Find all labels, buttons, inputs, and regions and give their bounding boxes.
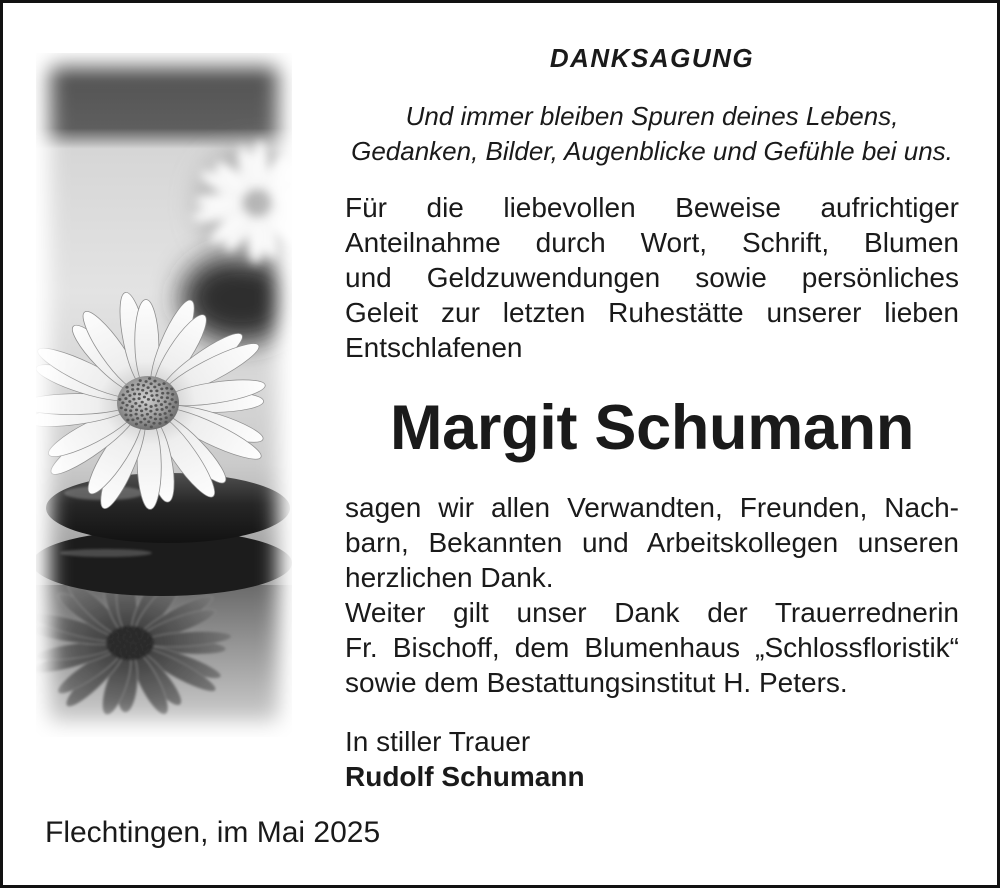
disk-floret — [131, 388, 134, 391]
disk-floret — [145, 408, 148, 411]
signatory-name: Rudolf Schumann — [345, 761, 585, 792]
disk-floret — [122, 394, 125, 397]
disk-floret — [138, 397, 141, 400]
disk-floret — [143, 418, 146, 421]
disk-floret — [140, 640, 143, 642]
disk-floret — [152, 422, 155, 425]
disk-floret — [154, 413, 157, 416]
disk-floret — [162, 382, 165, 385]
disk-floret — [125, 386, 128, 389]
disk-floret — [132, 649, 135, 651]
disk-floret — [159, 413, 162, 416]
disk-floret — [166, 392, 169, 395]
disk-floret — [137, 383, 140, 386]
notice-heading: DANKSAGUNG — [549, 43, 755, 73]
disk-floret — [153, 380, 156, 383]
disk-floret — [160, 396, 163, 399]
disk-floret — [119, 638, 122, 640]
disk-floret — [146, 413, 149, 416]
disk-floret — [140, 410, 143, 413]
disk-floret — [124, 414, 127, 417]
memorial-verse — [345, 99, 959, 169]
disk-floret — [131, 405, 134, 408]
disk-floret — [127, 647, 130, 649]
disk-floret — [150, 382, 153, 385]
further-thanks-paragraph — [345, 595, 959, 700]
disk-floret — [136, 417, 139, 420]
disk-floret — [168, 410, 171, 413]
disk-floret — [135, 639, 138, 641]
disk-floret — [135, 408, 138, 411]
thanks-line: barn, Bekannten und Arbeitskollegen unseren — [345, 527, 959, 558]
disk-floret — [122, 653, 125, 655]
disk-floret — [148, 377, 151, 380]
disk-floret — [157, 400, 160, 403]
disk-floret — [142, 652, 145, 654]
disk-floret — [161, 408, 164, 411]
disk-floret — [166, 396, 169, 399]
disk-floret — [143, 396, 146, 399]
disk-floret — [125, 404, 128, 407]
disk-floret — [152, 398, 155, 401]
disk-floret — [135, 413, 138, 416]
disk-floret — [116, 642, 119, 644]
disk-floret — [138, 405, 141, 408]
disk-floret — [150, 425, 153, 428]
disk-floret — [129, 414, 132, 417]
further-thanks-line: Fr. Bischoff, dem Blumenhaus „Schlossfloristik“ — [345, 632, 959, 663]
disk-floret — [150, 390, 153, 393]
disk-floret — [150, 394, 153, 397]
disk-floret — [138, 648, 141, 650]
disk-floret — [153, 386, 156, 389]
daisy-photo — [36, 53, 292, 737]
disk-floret — [125, 637, 128, 639]
disk-floret — [150, 405, 153, 408]
disk-floret — [123, 641, 126, 643]
intro-paragraph — [345, 190, 959, 365]
disk-floret — [129, 639, 132, 641]
disk-floret — [133, 393, 136, 396]
disk-floret — [120, 634, 123, 636]
further-thanks-line: sowie dem Bestattungsinstitut H. Peters. — [345, 667, 848, 698]
disk-floret — [155, 390, 158, 393]
disk-floret — [120, 645, 123, 647]
disk-floret — [114, 639, 117, 641]
disk-floret — [158, 422, 161, 425]
further-thanks-line: Weiter gilt unser Dank der Trauerrednerin — [345, 597, 959, 628]
disk-floret — [141, 414, 144, 417]
disk-floret — [170, 388, 173, 391]
disk-floret — [116, 652, 119, 654]
intro-line: Anteilnahme durch Wort, Schrift, Blumen — [345, 227, 959, 258]
disk-floret — [112, 645, 115, 647]
disk-floret — [118, 656, 121, 658]
disk-floret — [160, 403, 163, 406]
disk-floret — [149, 637, 152, 639]
disk-floret — [172, 406, 175, 409]
disk-floret — [138, 635, 141, 637]
closing-phrase: In stiller Trauer — [345, 726, 531, 757]
intro-line: Geleit zur letzten Ruhestätte unserer lieben — [345, 297, 959, 328]
disk-floret — [136, 628, 139, 630]
disk-floret — [129, 628, 132, 630]
daisy-center — [242, 189, 274, 218]
disk-floret — [136, 388, 139, 391]
disk-floret — [164, 412, 167, 415]
disk-floret — [141, 389, 144, 392]
disk-floret — [170, 414, 173, 417]
thanks-line: sagen wir allen Verwandten, Freunden, Nach- — [345, 492, 959, 523]
disk-floret — [139, 379, 142, 382]
disk-floret — [147, 398, 150, 401]
disk-floret — [118, 398, 121, 401]
disk-floret — [132, 655, 135, 657]
disk-floret — [155, 394, 158, 397]
disk-floret — [124, 627, 127, 629]
disk-floret — [132, 398, 135, 401]
disk-floret — [147, 641, 150, 643]
disk-floret — [131, 418, 134, 421]
disk-floret — [138, 631, 141, 633]
disk-floret — [148, 646, 151, 648]
disk-floret — [164, 400, 167, 403]
disk-floret — [125, 656, 128, 658]
disk-floret — [128, 652, 131, 654]
disk-floret — [124, 397, 127, 400]
verse-line: Gedanken, Bilder, Augenblicke und Gefühle bei uns. — [351, 136, 953, 166]
intro-line: Entschlafenen — [345, 332, 523, 363]
disk-floret — [143, 637, 146, 639]
disk-floret — [145, 380, 148, 383]
disk-floret — [161, 392, 164, 395]
disk-floret — [171, 393, 174, 396]
disk-floret — [143, 643, 146, 645]
disk-floret — [114, 634, 117, 636]
disk-floret — [128, 394, 131, 397]
disk-floret — [121, 401, 124, 404]
place-and-date: Flechtingen, im Mai 2025 — [45, 816, 381, 849]
disk-floret — [141, 401, 144, 404]
verse-line: Und immer bleiben Spuren deines Lebens, — [405, 101, 899, 131]
disk-floret — [120, 406, 123, 409]
disk-floret — [155, 408, 158, 411]
disk-floret — [144, 633, 147, 635]
disk-floret — [144, 424, 147, 427]
disk-floret — [129, 409, 132, 412]
disk-floret — [128, 400, 131, 403]
disk-floret — [174, 401, 177, 404]
disk-floret — [127, 633, 130, 635]
disk-floret — [168, 403, 171, 406]
disk-floret — [123, 631, 126, 633]
disk-floret — [126, 419, 129, 422]
thanks-paragraph — [345, 490, 959, 595]
disk-floret — [154, 418, 157, 421]
disk-floret — [109, 635, 112, 637]
disk-floret — [137, 644, 140, 646]
disk-floret — [158, 383, 161, 386]
disk-floret — [117, 648, 120, 650]
disk-floret — [165, 387, 168, 390]
disk-floret — [131, 384, 134, 387]
disk-floret — [110, 649, 113, 651]
disk-floret — [154, 404, 157, 407]
disk-floret — [147, 420, 150, 423]
disk-floret — [137, 656, 140, 658]
disk-floret — [132, 645, 135, 647]
disk-floret — [171, 398, 174, 401]
disk-floret — [133, 636, 136, 638]
thanks-line: herzlichen Dank. — [345, 562, 554, 593]
disk-floret — [122, 649, 125, 651]
disk-floret — [138, 393, 141, 396]
disk-floret — [134, 402, 137, 405]
disk-floret — [160, 388, 163, 391]
disk-floret — [124, 408, 127, 411]
disk-floret — [165, 416, 168, 419]
daisy-center — [106, 626, 154, 661]
disk-floret — [165, 406, 168, 409]
intro-line: und Geldzuwendungen sowie persönliches — [345, 262, 959, 293]
disk-floret — [147, 386, 150, 389]
disk-floret — [126, 390, 129, 393]
deceased-name: Margit Schumann — [389, 393, 915, 463]
disk-floret — [109, 641, 112, 643]
disk-floret — [132, 631, 135, 633]
disk-floret — [145, 392, 148, 395]
disk-floret — [118, 630, 121, 632]
disk-floret — [164, 421, 167, 424]
intro-line: Für die liebevollen Beweise aufrichtiger — [345, 192, 959, 223]
disk-floret — [149, 416, 152, 419]
disk-floret — [149, 410, 152, 413]
disk-floret — [144, 648, 147, 650]
disk-floret — [159, 418, 162, 421]
disk-floret — [144, 403, 147, 406]
disk-floret — [135, 423, 138, 426]
disk-floret — [136, 652, 139, 654]
disk-floret — [139, 421, 142, 424]
stone-rim-highlight — [60, 549, 152, 557]
disk-floret — [126, 644, 129, 646]
disk-floret — [142, 384, 145, 387]
